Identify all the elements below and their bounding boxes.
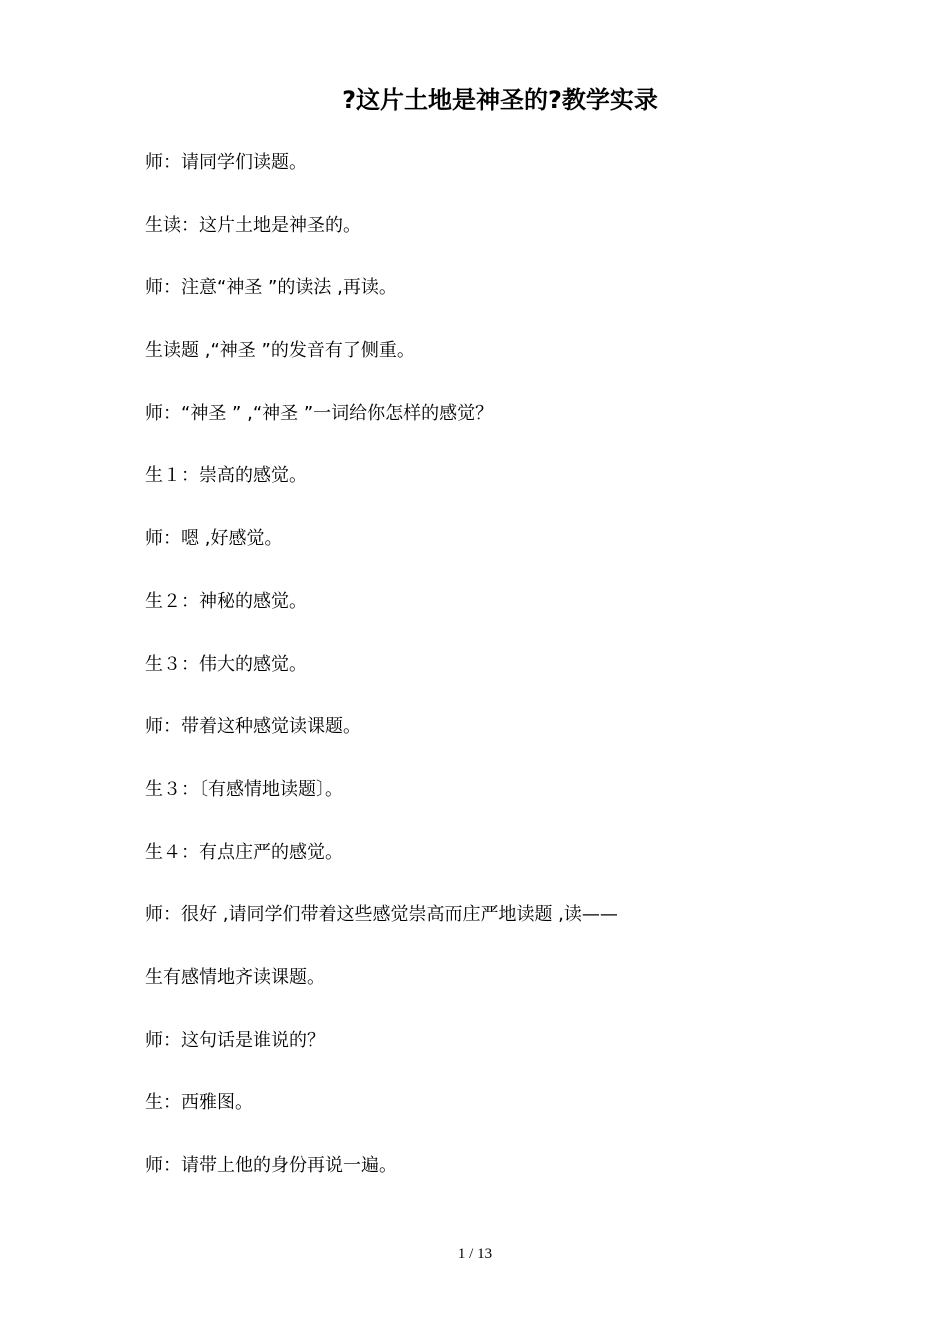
paragraph: 师：请带上他的身份再说一遍。 [145, 1155, 397, 1176]
paragraph: 师：很好 ,请同学们带着这些感觉崇高而庄严地读题 ,读—— [145, 904, 618, 926]
paragraph: 生２：神秘的感觉。 [145, 590, 307, 612]
paragraph: 生有感情地齐读课题。 [145, 966, 325, 988]
document-body [145, 148, 785, 1214]
paragraph: 师：请同学们读题。 [145, 152, 307, 173]
paragraph: 生读题 ,“神圣 ”的发音有了侧重。 [145, 340, 415, 362]
paragraph: 生４：有点庄严的感觉。 [145, 841, 343, 863]
paragraph: 生１：崇高的感觉。 [145, 465, 307, 487]
paragraph: 师：“神圣 ” ,“神圣 ”一词给你怎样的感觉？ [145, 402, 494, 424]
document-title: ?这片土地是神圣的?教学实录 [342, 86, 658, 114]
paragraph: 生３：〔有感情地读题〕。 [145, 778, 343, 800]
paragraph: 生读：这片土地是神圣的。 [145, 214, 361, 236]
paragraph: 师：注意“神圣 ”的读法 ,再读。 [145, 277, 397, 299]
page-number: 1 / 13 [457, 1246, 493, 1262]
paragraph: 生３：伟大的感觉。 [145, 653, 307, 675]
paragraph: 师：这句话是谁说的？ [145, 1029, 325, 1051]
paragraph: 生：西雅图。 [145, 1092, 253, 1114]
paragraph: 师：嗯 ,好感觉。 [145, 528, 283, 550]
paragraph: 师：带着这种感觉读课题。 [145, 716, 361, 738]
